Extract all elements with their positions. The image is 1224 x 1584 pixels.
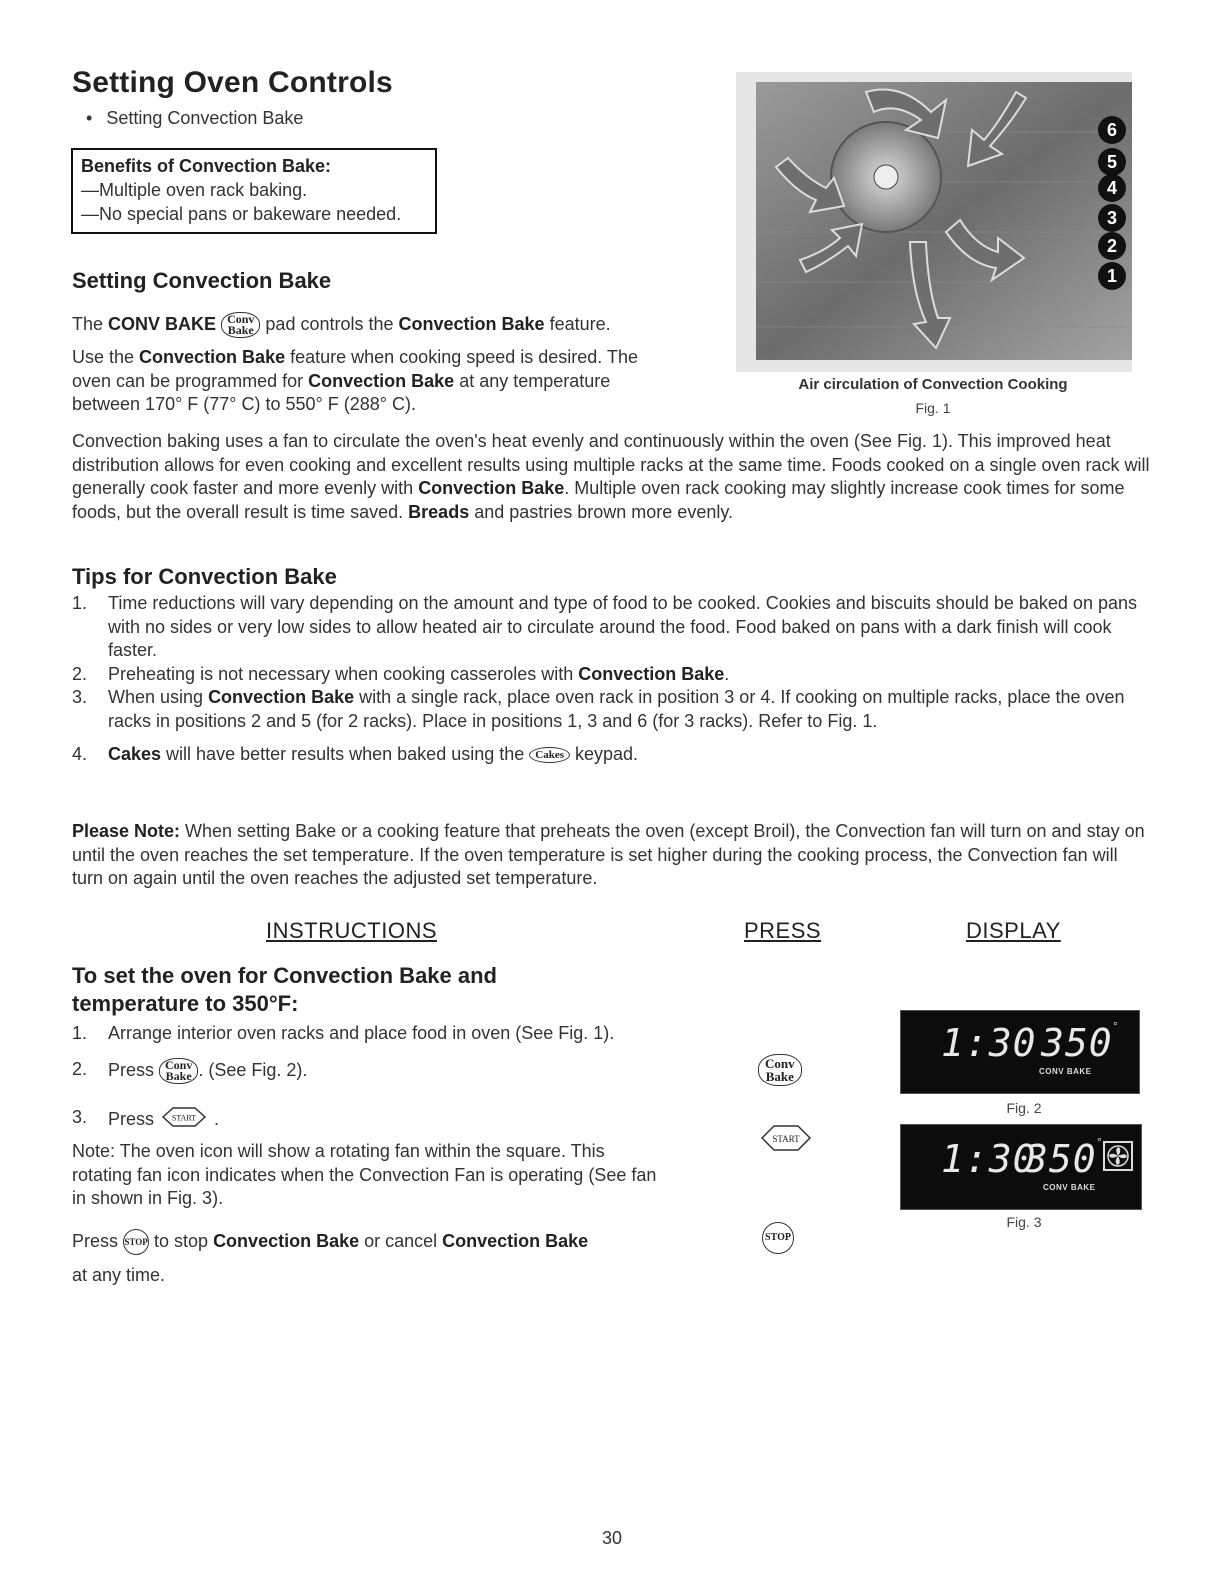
text-run-bold: Convection Bake [208, 687, 355, 707]
text-run: Press [108, 1059, 160, 1080]
text-run: and pastries brown more evenly. [469, 501, 733, 522]
rack-position-label: 6 [1106, 120, 1118, 140]
text-run-bold: Convection Bake [442, 1231, 589, 1251]
benefits-box [71, 148, 437, 234]
list-text: Time reductions will vary depending on the amount and type of food to be cooked. Cookies and biscuits should be baked on pans with no sides or very low sides to allow heated air to circulate around the food. Food baked on pans with a dark finish will cook faster. [108, 593, 1137, 660]
rack-position-label: 5 [1106, 152, 1118, 172]
text-run: oven can be programmed for [72, 370, 309, 391]
conv-bake-pad-icon [221, 312, 260, 338]
list-number: 1. [72, 593, 88, 613]
figure2-label: Fig. 2 [1006, 1100, 1042, 1116]
benefit-item: —No special pans or bakeware needed. [81, 204, 402, 224]
text-run: at any temperature [454, 370, 611, 391]
display-fig3 [900, 1124, 1142, 1210]
figure1-label: Fig. 1 [915, 400, 951, 416]
stop-pad-icon: STOP [123, 1229, 149, 1255]
list-item [72, 663, 1152, 687]
text-run-bold: Cakes [108, 744, 162, 764]
section-bullet: • Setting Convection Bake [86, 108, 304, 128]
text-run: The [72, 313, 109, 334]
stop-instruction [72, 1224, 712, 1292]
list-number: 1. [72, 1023, 88, 1043]
step-3 [72, 1106, 692, 1135]
steps-heading-line: To set the oven for Convection Bake and [72, 963, 497, 988]
text-run-bold: Convection Bake [418, 478, 565, 498]
display-time: 1:30 [941, 1021, 1037, 1065]
text-run: at any time. [72, 1265, 166, 1285]
pad-label: Bake [165, 1069, 192, 1083]
display-temperature: 350 [1025, 1137, 1097, 1181]
pad-label: Bake [765, 1069, 794, 1084]
rack-position-label: 1 [1106, 266, 1118, 286]
text-run: feature. [544, 313, 611, 334]
start-pad-icon [159, 1106, 209, 1135]
text-run-bold: Breads [408, 501, 470, 522]
text-run: pad controls the [265, 313, 399, 334]
start-pad-label: START [171, 1113, 197, 1123]
page-title: Setting Oven Controls [72, 66, 393, 99]
text-run: feature when cooking speed is desired. The [285, 347, 638, 367]
rack-position-label: 4 [1106, 178, 1118, 198]
text-run-bold: Convection Bake [213, 1231, 360, 1251]
list-item [72, 592, 1152, 663]
section-heading-tips: Tips for Convection Bake [72, 564, 337, 589]
note-label: Please Note: [72, 821, 181, 841]
display-temperature: 350 [1041, 1021, 1113, 1065]
text-run: . [724, 663, 730, 684]
step-2 [72, 1058, 692, 1084]
text-run: . Multiple oven rack cooking may slightly increase cook times for some foods, but the overall result is time saved. [72, 478, 1125, 522]
benefits-title: Benefits of Convection Bake: [81, 156, 332, 176]
page-number: 30 [601, 1528, 623, 1548]
list-number: 3. [72, 1107, 88, 1127]
pad-label: Conv [765, 1056, 795, 1071]
press-start-pad[interactable] [758, 1124, 814, 1157]
press-stop-pad[interactable] [762, 1222, 794, 1254]
text-run: Convection baking uses a fan to circulate the oven's heat evenly and continuously within the oven (See Fig. 1). This improved heat distribution allows for even cooking and excellent results using multiple racks at the same time. Foods cooked on a single oven rack will generally cook faster and more evenly with [72, 431, 1150, 498]
pad-label: Bake [227, 323, 254, 337]
pad-label: Conv [165, 1058, 193, 1072]
list-number: 2. [72, 663, 88, 684]
text-run-bold: Convection Bake [398, 313, 545, 334]
section-heading-setting: Setting Convection Bake [72, 268, 332, 293]
oven-air-circulation-figure [736, 72, 1132, 372]
step-1 [72, 1022, 692, 1046]
text-run: or cancel [359, 1231, 443, 1251]
text-run: to stop [149, 1231, 214, 1251]
text-run-bold: CONV BAKE [108, 313, 217, 334]
text-run: with a single rack, place oven rack in position 3 or 4. If cooking on multiple racks, place the oven racks in positions 2 and 5 (for 2 racks). Place in positions 1, 3 and 6 (for 3 racks). Refer to Fig. 1. [108, 687, 1125, 731]
display-time: 1:30 [941, 1137, 1037, 1181]
steps-heading [72, 962, 497, 1018]
list-number: 4. [72, 744, 88, 764]
rack-position-label: 3 [1106, 208, 1118, 228]
benefit-item: —Multiple oven rack baking. [81, 180, 308, 200]
cakes-pad-icon: Cakes [529, 747, 570, 763]
text-run: . [209, 1109, 220, 1129]
display-mode: CONV BAKE [1039, 1067, 1092, 1076]
text-run-bold: Convection Bake [139, 347, 286, 367]
list-item [72, 686, 1152, 733]
figure3-label: Fig. 3 [1006, 1214, 1042, 1230]
degree-symbol: ° [1097, 1135, 1102, 1149]
column-header-press: PRESS [744, 918, 822, 943]
convection-fan-icon [1103, 1141, 1133, 1171]
steps-heading-line: temperature to 350°F: [72, 991, 299, 1016]
press-conv-bake-pad[interactable] [758, 1054, 802, 1086]
list-item [72, 743, 1152, 767]
text-run: . (See Fig. 2). [198, 1059, 308, 1080]
fan-note-paragraph: Note: The oven icon will show a rotating fan within the square. This rotating fan icon indicates when the Convection Fan is operating (See fan in shown in Fig. 3). [72, 1141, 657, 1208]
figure1-caption: Air circulation of Convection Cooking [798, 376, 1068, 393]
text-run-bold: Convection Bake [578, 663, 725, 684]
oven-interior-illustration [736, 72, 1132, 372]
list-number: 3. [72, 687, 88, 707]
conv-bake-usage-paragraph [72, 346, 712, 417]
list-text: Arrange interior oven racks and place food in oven (See Fig. 1). [108, 1023, 615, 1043]
list-number: 2. [72, 1059, 88, 1079]
text-run: will have better results when baked using the [161, 744, 530, 764]
text-run: Preheating is not necessary when cooking casseroles with [108, 663, 579, 684]
start-pad-icon [758, 1124, 814, 1152]
conv-bake-pad-icon [159, 1058, 198, 1084]
degree-symbol: ° [1113, 1019, 1118, 1033]
text-run-bold: Convection Bake [308, 370, 455, 391]
text-run: When using [108, 687, 209, 707]
text-run: Use the [72, 347, 140, 367]
convection-explanation-paragraph [72, 430, 1152, 524]
text-run: keypad. [570, 744, 639, 764]
rack-position-label: 2 [1106, 236, 1118, 256]
stop-pad-icon: STOP [762, 1222, 794, 1254]
tips-list [72, 592, 1152, 767]
section-bullet-text: Setting Convection Bake [106, 108, 304, 128]
text-run: Press [108, 1109, 160, 1129]
note-text: When setting Bake or a cooking feature that preheats the oven (except Broil), the Convection fan will turn on and stay on until the oven reaches the set temperature. If the oven temperature is set higher during the cooking process, the Convection fan will turn on again until the oven reaches the adjusted set temperature. [72, 821, 1145, 888]
display-mode: CONV BAKE [1043, 1183, 1096, 1192]
start-pad-label: START [772, 1134, 800, 1144]
pad-label: Conv [227, 312, 255, 326]
display-fig2 [900, 1010, 1140, 1094]
please-note-paragraph [72, 820, 1152, 891]
text-run: Press [72, 1231, 124, 1251]
column-header-instructions: INSTRUCTIONS [266, 918, 437, 943]
column-header-display: DISPLAY [966, 918, 1061, 943]
conv-bake-pad-icon [758, 1054, 802, 1086]
conv-bake-pad-paragraph [72, 312, 712, 338]
text-run: between 170° F (77° C) to 550° F (288° C). [72, 394, 416, 414]
